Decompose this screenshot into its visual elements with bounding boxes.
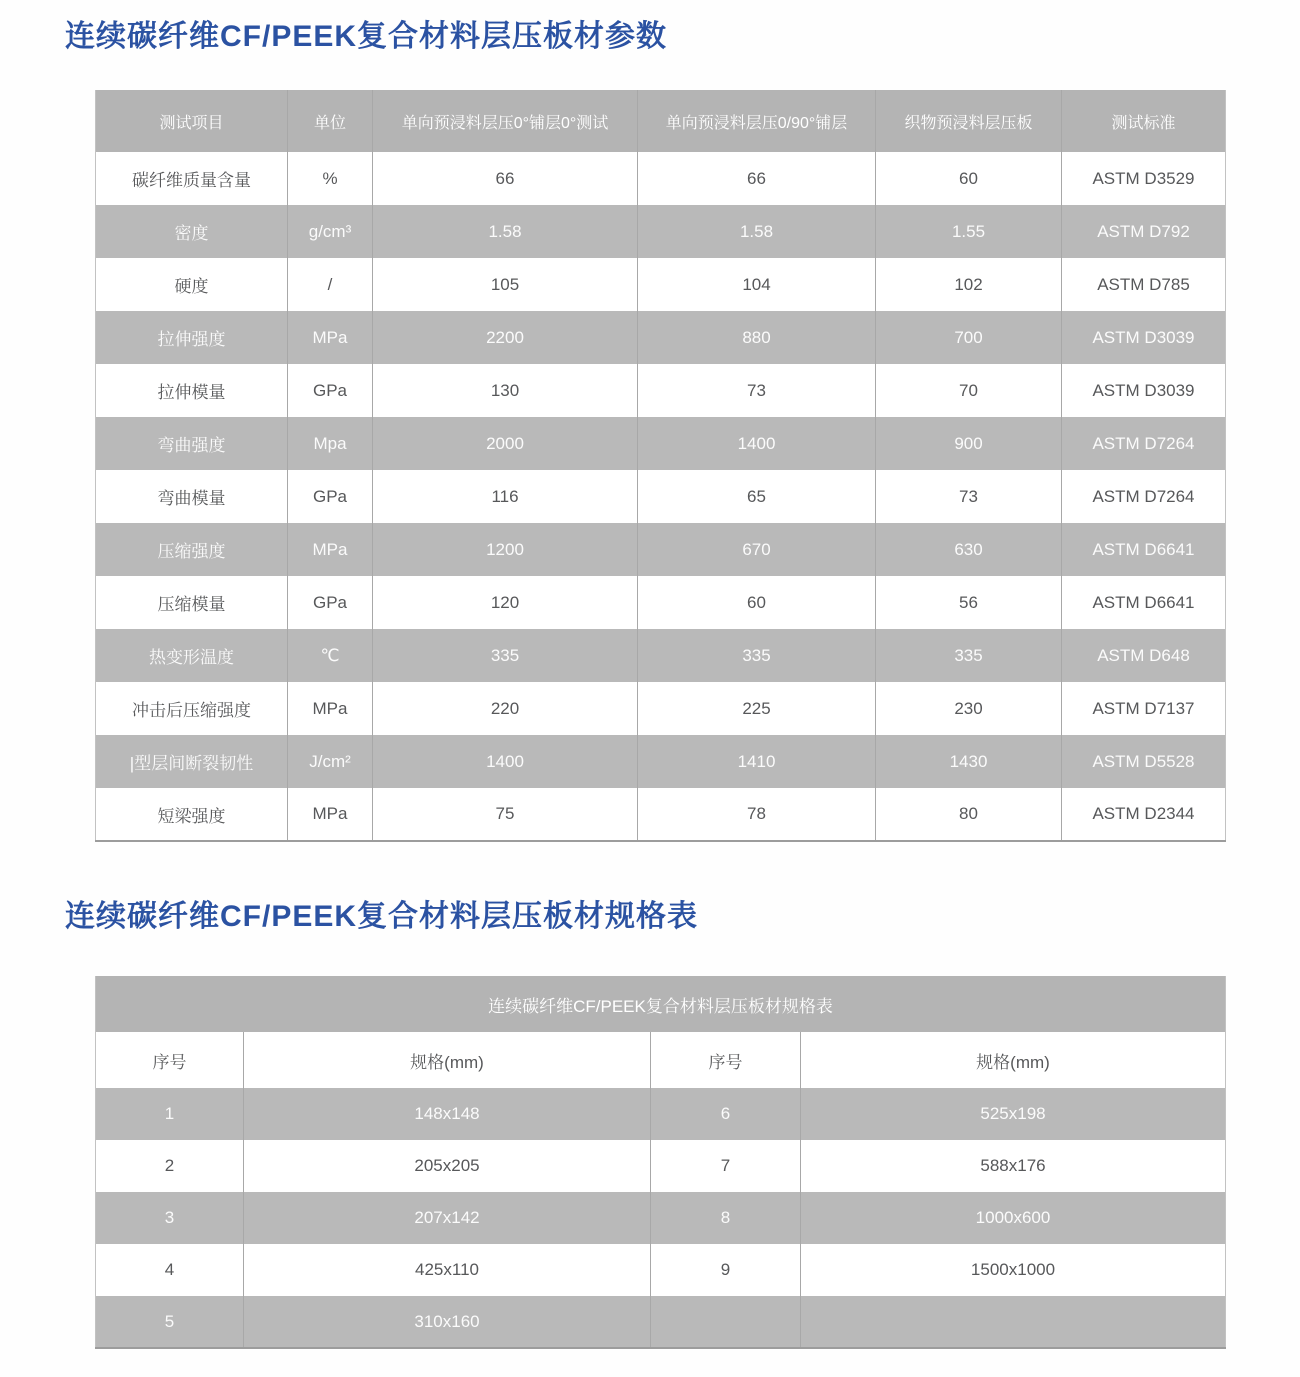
table-cell: ASTM D7264 [1092,433,1195,453]
table-cell: ASTM D785 [1097,274,1190,294]
table-cell: 230 [876,682,1062,735]
table-cell: 588x176 [980,1156,1046,1175]
table-cell: 压缩强度 [96,523,288,576]
table-row [96,205,1226,258]
table-cell: ASTM D7264 [1092,486,1195,506]
table-cell: 2 [96,1140,244,1192]
table-cell: 碳纤维质量含量 [96,152,288,205]
table-cell: 310x160 [244,1296,651,1348]
table-cell: 630 [876,523,1062,576]
table-cell: 拉伸模量 [96,364,288,417]
column-header: 单向预浸料层压0°铺层0°测试 [373,90,638,152]
table-cell: 66 [638,152,876,205]
table-cell: 335 [876,629,1062,682]
specs-caption-row [96,976,1226,1032]
table-cell: 116 [373,470,638,523]
table-cell: 130 [373,364,638,417]
table-cell: 73 [638,364,876,417]
table-row [96,311,1226,364]
table-cell: 102 [876,258,1062,311]
table-cell: 525x198 [980,1104,1046,1123]
column-header: 序号 [651,1032,801,1088]
specs-header-row [96,1032,1226,1088]
table-cell: ASTM D792 [1097,221,1190,241]
table-cell: 425x110 [244,1244,651,1296]
table-cell: ASTM D648 [1097,645,1190,665]
table-cell: ASTM D3529 [1092,168,1195,188]
table-cell: 70 [876,364,1062,417]
column-header: 规格(mm) [244,1032,651,1088]
table-cell: 66 [373,152,638,205]
table-cell: MPa [288,311,373,364]
table-cell: 冲击后压缩强度 [96,682,288,735]
table-cell: 3 [96,1192,244,1244]
table-row [96,576,1226,629]
section2-title: 连续碳纤维CF/PEEK复合材料层压板材规格表 [65,900,699,933]
table-cell: 1200 [373,523,638,576]
table-cell: 1.58 [373,205,638,258]
table-cell: GPa [288,364,373,417]
table-row [96,523,1226,576]
table-cell: 6 [651,1088,801,1140]
table-cell: 120 [373,576,638,629]
table-cell: MPa [288,682,373,735]
table-row [96,735,1226,788]
table-cell: 56 [876,576,1062,629]
table-cell: 78 [638,788,876,841]
table-cell: 225 [638,682,876,735]
table-cell: 670 [638,523,876,576]
table-cell: ASTM D7137 [1092,698,1195,718]
table-cell: |型层间断裂韧性 [96,735,288,788]
table-cell: 207x142 [244,1192,651,1244]
table-cell: 1400 [638,417,876,470]
table-cell: 220 [373,682,638,735]
table-cell: 700 [876,311,1062,364]
table-cell: / [288,258,373,311]
table-cell: 1000x600 [975,1208,1051,1227]
table-cell: 1400 [373,735,638,788]
table-cell: 弯曲强度 [96,417,288,470]
params-table [95,90,1226,842]
table-cell: ASTM D6641 [1092,592,1195,612]
table-cell: 75 [373,788,638,841]
table-row [96,258,1226,311]
table-cell: 60 [638,576,876,629]
specs-table [95,976,1226,1349]
table-cell: 1.58 [638,205,876,258]
table-cell: 9 [651,1244,801,1296]
table-cell: ASTM D6641 [1092,539,1195,559]
table-cell: 105 [373,258,638,311]
table-cell: 880 [638,311,876,364]
table-cell: 148x148 [244,1088,651,1140]
table-cell: 密度 [96,205,288,258]
table-row [96,1296,1226,1348]
table-cell: 4 [96,1244,244,1296]
table-cell: ASTM D5528 [1092,751,1195,771]
table-cell: 5 [96,1296,244,1348]
table-cell: GPa [288,576,373,629]
table-cell: ASTM D3039 [1092,327,1195,347]
column-header: 测试项目 [96,90,288,152]
table-cell: 335 [638,629,876,682]
table-cell: MPa [288,788,373,841]
table-row [96,788,1226,841]
table-cell: J/cm² [288,735,373,788]
column-header: 织物预浸料层压板 [876,90,1062,152]
table-cell: 弯曲模量 [96,470,288,523]
table-row [96,629,1226,682]
table-cell: 热变形温度 [96,629,288,682]
table-cell: g/cm³ [288,205,373,258]
table-cell: 硬度 [96,258,288,311]
table-cell: Mpa [288,417,373,470]
table-cell: ℃ [288,629,373,682]
params-header-row [96,90,1226,152]
table-cell: 80 [876,788,1062,841]
table-row [96,417,1226,470]
column-header: 测试标准 [1111,114,1176,132]
table-cell: 2000 [373,417,638,470]
table-cell: 205x205 [244,1140,651,1192]
table-cell: 1.55 [876,205,1062,258]
table-row [96,152,1226,205]
table-cell: 1410 [638,735,876,788]
column-header: 单向预浸料层压0/90°铺层 [638,90,876,152]
table-row [96,682,1226,735]
table-cell: 7 [651,1140,801,1192]
table-row [96,1088,1226,1140]
table-cell: 1 [96,1088,244,1140]
table-row [96,364,1226,417]
table-cell [801,1296,1226,1348]
table-cell [651,1296,801,1348]
column-header: 序号 [96,1032,244,1088]
table-cell: 8 [651,1192,801,1244]
table-cell: 900 [876,417,1062,470]
table-row [96,1244,1226,1296]
specs-table-caption: 连续碳纤维CF/PEEK复合材料层压板材规格表 [488,996,833,1016]
table-cell: 压缩模量 [96,576,288,629]
table-cell: GPa [288,470,373,523]
specs-table-body [96,1088,1226,1348]
table-cell: 短梁强度 [96,788,288,841]
table-cell: 60 [876,152,1062,205]
table-cell: % [288,152,373,205]
table-row [96,1192,1226,1244]
section1-title: 连续碳纤维CF/PEEK复合材料层压板材参数 [65,20,668,53]
table-cell: 104 [638,258,876,311]
table-cell: 335 [373,629,638,682]
table-cell: ASTM D2344 [1092,804,1195,823]
table-cell: MPa [288,523,373,576]
table-cell: 1500x1000 [970,1260,1056,1279]
column-header: 单位 [288,90,373,152]
table-cell: ASTM D3039 [1092,380,1195,400]
table-cell: 2200 [373,311,638,364]
column-header: 规格(mm) [976,1052,1050,1072]
table-row [96,470,1226,523]
table-cell: 拉伸强度 [96,311,288,364]
params-table-body [96,152,1226,841]
table-cell: 65 [638,470,876,523]
table-cell: 1430 [876,735,1062,788]
table-cell: 73 [876,470,1062,523]
table-row [96,1140,1226,1192]
